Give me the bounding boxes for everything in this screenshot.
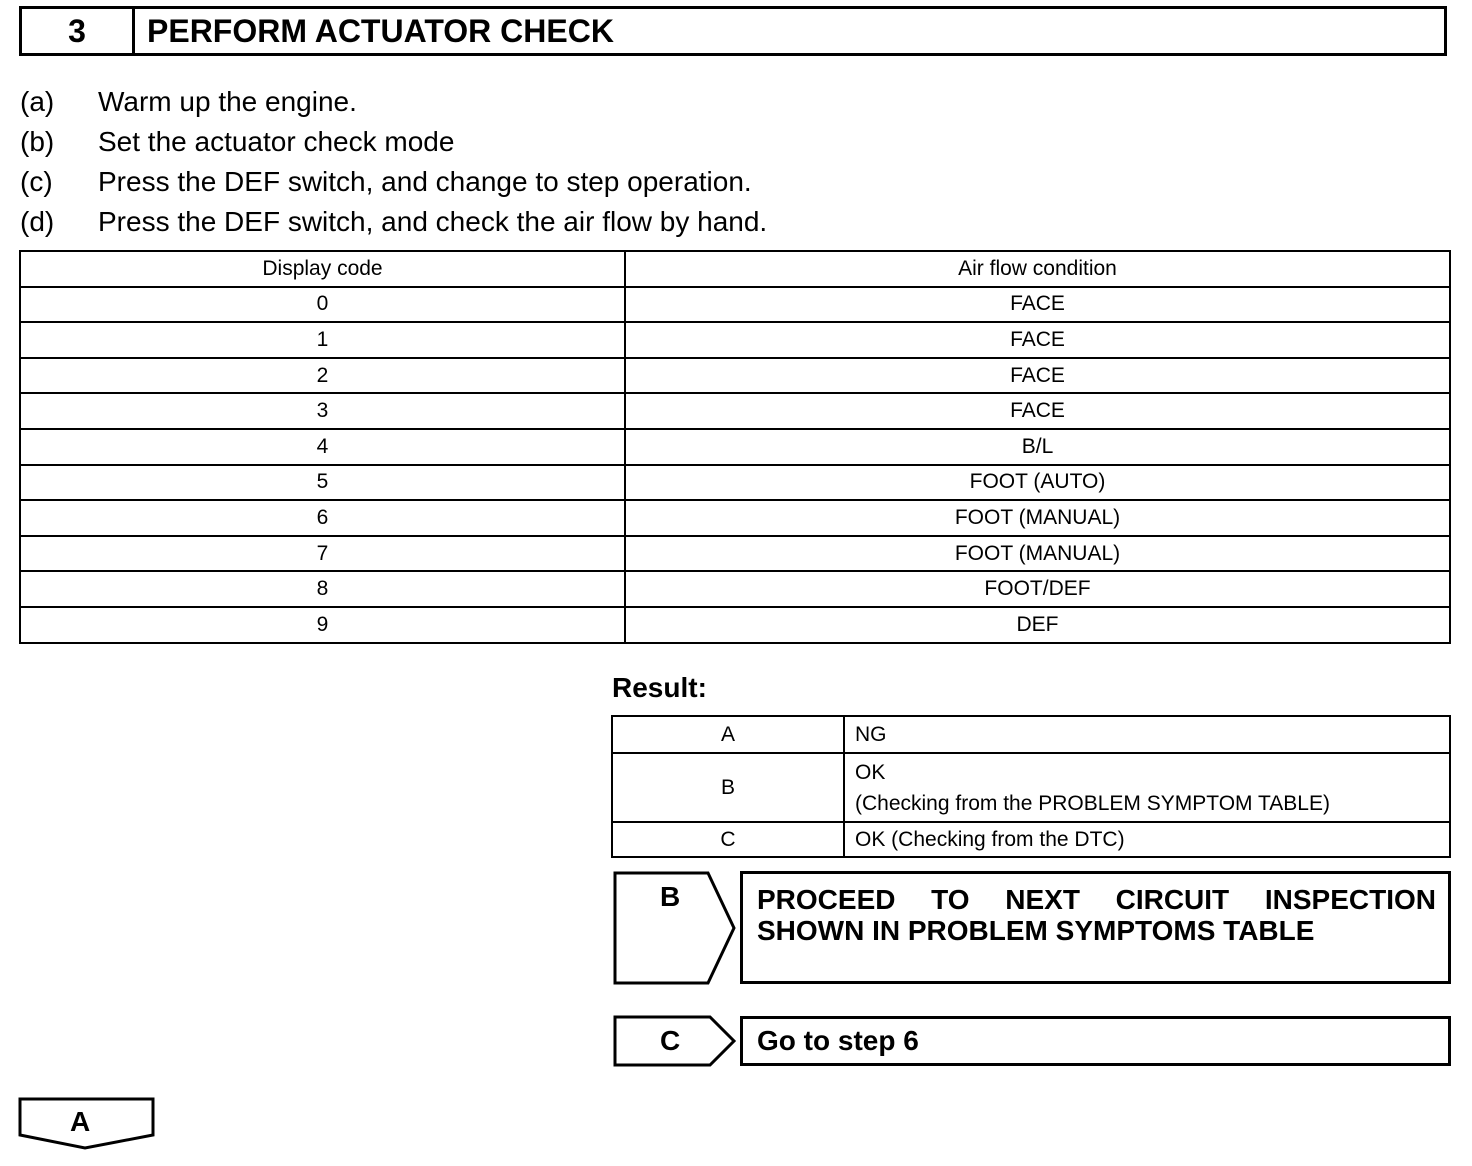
display-code-cell: 0 (20, 287, 625, 323)
table-row (612, 753, 1450, 822)
step-number: 3 (22, 9, 135, 53)
instruction-label: (a) (20, 86, 55, 117)
go-to-step-text: Go to step 6 (757, 1025, 919, 1056)
table-row (20, 287, 1450, 323)
display-code-cell: 4 (20, 429, 625, 465)
table-row (20, 607, 1450, 643)
result-table (611, 715, 1451, 858)
column-header-air-flow: Air flow condition (625, 251, 1450, 287)
instruction-text: Set the actuator check mode (98, 126, 455, 157)
proceed-line-2: SHOWN IN PROBLEM SYMPTOMS TABLE (757, 915, 1315, 946)
column-header-display-code: Display code (20, 251, 625, 287)
instruction-label: (d) (20, 206, 55, 237)
display-code-cell: 6 (20, 500, 625, 536)
display-code-cell: 8 (20, 571, 625, 607)
table-row (612, 716, 1450, 753)
display-code-cell: 5 (20, 465, 625, 501)
instruction-text: Warm up the engine. (98, 86, 357, 117)
instruction-text: Press the DEF switch, and check the air flow by hand. (98, 206, 768, 237)
table-row (20, 322, 1450, 358)
result-description: NG (855, 723, 887, 746)
table-row (20, 429, 1450, 465)
air-flow-cell: FOOT (MANUAL) (625, 536, 1450, 572)
table-row (20, 500, 1450, 536)
result-description-cell (844, 753, 1450, 822)
instruction-label: (b) (20, 126, 55, 157)
result-description: OK (Checking from the DTC) (855, 828, 1125, 851)
branch-a-label: A (70, 1106, 91, 1137)
instruction-label: (c) (20, 166, 53, 197)
result-description: OK (855, 760, 886, 784)
display-code-cell: 7 (20, 536, 625, 572)
instruction-text: Press the DEF switch, and change to step operation. (98, 166, 752, 197)
result-code-cell: A (612, 716, 844, 753)
result-code-cell: B (612, 753, 844, 822)
table-row (20, 465, 1450, 501)
airflow-table (19, 250, 1451, 644)
display-code-cell: 3 (20, 393, 625, 429)
go-to-step-box (740, 1016, 1451, 1066)
air-flow-cell: FACE (625, 322, 1450, 358)
table-row (20, 358, 1450, 394)
air-flow-cell: FOOT/DEF (625, 571, 1450, 607)
air-flow-cell: B/L (625, 429, 1450, 465)
table-header-row (20, 251, 1450, 287)
proceed-next-circuit-box (740, 871, 1451, 984)
branch-b-label: B (660, 881, 681, 912)
table-row (20, 393, 1450, 429)
result-code-cell: C (612, 822, 844, 857)
air-flow-cell: FACE (625, 393, 1450, 429)
air-flow-cell: DEF (625, 607, 1450, 643)
step-header (19, 6, 1447, 56)
result-description-cell (844, 822, 1450, 857)
result-description-cell (844, 716, 1450, 753)
result-description-note: (Checking from the PROBLEM SYMPTOM TABLE) (855, 791, 1330, 815)
branch-c-label: C (660, 1025, 681, 1056)
table-row (20, 536, 1450, 572)
step-title: PERFORM ACTUATOR CHECK (147, 12, 614, 49)
table-row (612, 822, 1450, 857)
air-flow-cell: FOOT (MANUAL) (625, 500, 1450, 536)
display-code-cell: 9 (20, 607, 625, 643)
air-flow-cell: FACE (625, 358, 1450, 394)
proceed-line-1: PROCEED TO NEXT CIRCUIT INSPECTION (757, 884, 1436, 915)
display-code-cell: 1 (20, 322, 625, 358)
air-flow-cell: FOOT (AUTO) (625, 465, 1450, 501)
air-flow-cell: FACE (625, 287, 1450, 323)
table-row (20, 571, 1450, 607)
result-label: Result: (612, 672, 707, 703)
display-code-cell: 2 (20, 358, 625, 394)
